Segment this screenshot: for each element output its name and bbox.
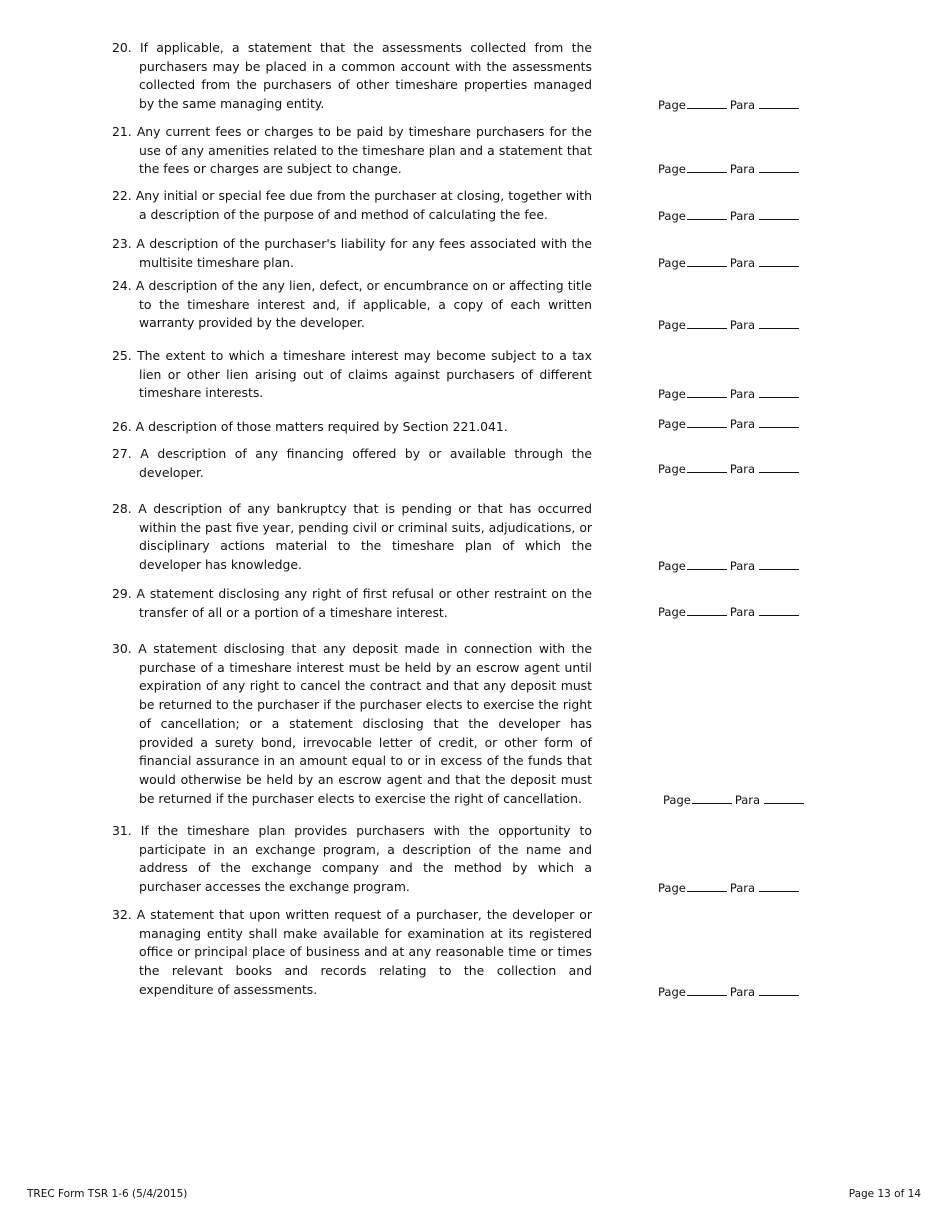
- page-blank[interactable]: [687, 461, 727, 473]
- item-30: 30. A statement disclosing that any deposit made in connection with the purchase of a timeshare interest must be held by an escrow agent until expiration of any right to cancel the contract and that any deposit must be returned to the purchaser if the purchaser elects to exercise the right of cancellation; or a statement disclosing that the developer has provided a surety bond, irrevocable letter of credit, or other form of financial assurance in an amount equal to or in excess of the funds that would otherwise be held by an escrow agent and that the deposit must be returned if the purchaser elects to exercise the right of cancellation.: [112, 641, 592, 806]
- footer-form-id: TREC Form TSR 1-6 (5/4/2015): [27, 1188, 188, 1200]
- page-blank[interactable]: [687, 386, 727, 398]
- item-25: 25. The extent to which a timeshare interest may become subject to a tax lien or other lien arising out of claims against purchasers of different timeshare interests.: [112, 348, 592, 401]
- page-blank[interactable]: [692, 792, 732, 804]
- ref-27: Page Para: [658, 461, 802, 476]
- item-21: 21. Any current fees or charges to be paid by timeshare purchasers for the use of any amenities related to the timeshare plan and a statement that the fees or charges are subject to change.: [112, 124, 592, 177]
- page-blank[interactable]: [687, 208, 727, 220]
- ref-22: Page Para: [658, 208, 802, 223]
- ref-31: Page Para: [658, 880, 802, 895]
- item-31: 31. If the timeshare plan provides purchasers with the opportunity to participate in an exchange program, a description of the name and address of the exchange company and the method by which a purchaser accesses the exchange program.: [112, 823, 592, 895]
- page-blank[interactable]: [687, 255, 727, 267]
- ref-23: Page Para: [658, 255, 802, 270]
- para-blank[interactable]: [759, 416, 799, 428]
- para-blank[interactable]: [759, 558, 799, 570]
- page-blank[interactable]: [687, 317, 727, 329]
- para-blank[interactable]: [759, 317, 799, 329]
- para-blank[interactable]: [759, 255, 799, 267]
- item-20: 20. If applicable, a statement that the assessments collected from the purchasers may be placed in a common account with the assessments collected from the purchasers of other timeshare properties managed by the same managing entity.: [112, 40, 592, 112]
- page-blank[interactable]: [687, 984, 727, 996]
- ref-30: Page Para: [663, 792, 807, 807]
- para-blank[interactable]: [759, 604, 799, 616]
- para-blank[interactable]: [759, 984, 799, 996]
- item-29: 29. A statement disclosing any right of first refusal or other restraint on the transfer of all or a portion of a timeshare interest.: [112, 586, 592, 620]
- ref-32: Page Para: [658, 984, 802, 999]
- page-blank[interactable]: [687, 880, 727, 892]
- ref-26: Page Para: [658, 416, 802, 431]
- para-blank[interactable]: [759, 461, 799, 473]
- item-23: 23. A description of the purchaser's liability for any fees associated with the multisite timeshare plan.: [112, 236, 592, 270]
- ref-21: Page Para: [658, 161, 802, 176]
- item-28: 28. A description of any bankruptcy that is pending or that has occurred within the past five year, pending civil or criminal suits, adjudications, or disciplinary actions material to the timeshare plan of which the developer has knowledge.: [112, 501, 592, 573]
- page-blank[interactable]: [687, 97, 727, 109]
- ref-20: Page Para: [658, 97, 802, 112]
- para-blank[interactable]: [759, 161, 799, 173]
- footer-page-number: Page 13 of 14: [848, 1188, 921, 1200]
- para-blank[interactable]: [764, 792, 804, 804]
- item-26: 26. A description of those matters required by Section 221.041.: [112, 419, 508, 434]
- page-blank[interactable]: [687, 604, 727, 616]
- ref-25: Page Para: [658, 386, 802, 401]
- ref-29: Page Para: [658, 604, 802, 619]
- page-blank[interactable]: [687, 558, 727, 570]
- page-blank[interactable]: [687, 161, 727, 173]
- page-blank[interactable]: [687, 416, 727, 428]
- item-22: 22. Any initial or special fee due from the purchaser at closing, together with a description of the purpose of and method of calculating the fee.: [112, 188, 592, 222]
- item-27: 27. A description of any financing offered by or available through the developer.: [112, 446, 592, 480]
- para-blank[interactable]: [759, 880, 799, 892]
- ref-24: Page Para: [658, 317, 802, 332]
- para-blank[interactable]: [759, 208, 799, 220]
- item-32: 32. A statement that upon written request of a purchaser, the developer or managing entity shall make available for examination at its registered office or principal place of business and at any reasonable time or times the relevant books and records relating to the collection and expenditure of assessments.: [112, 907, 592, 997]
- para-blank[interactable]: [759, 386, 799, 398]
- item-24: 24. A description of the any lien, defect, or encumbrance on or affecting title to the timeshare interest and, if applicable, a copy of each written warranty provided by the developer.: [112, 278, 592, 331]
- para-blank[interactable]: [759, 97, 799, 109]
- ref-28: Page Para: [658, 558, 802, 573]
